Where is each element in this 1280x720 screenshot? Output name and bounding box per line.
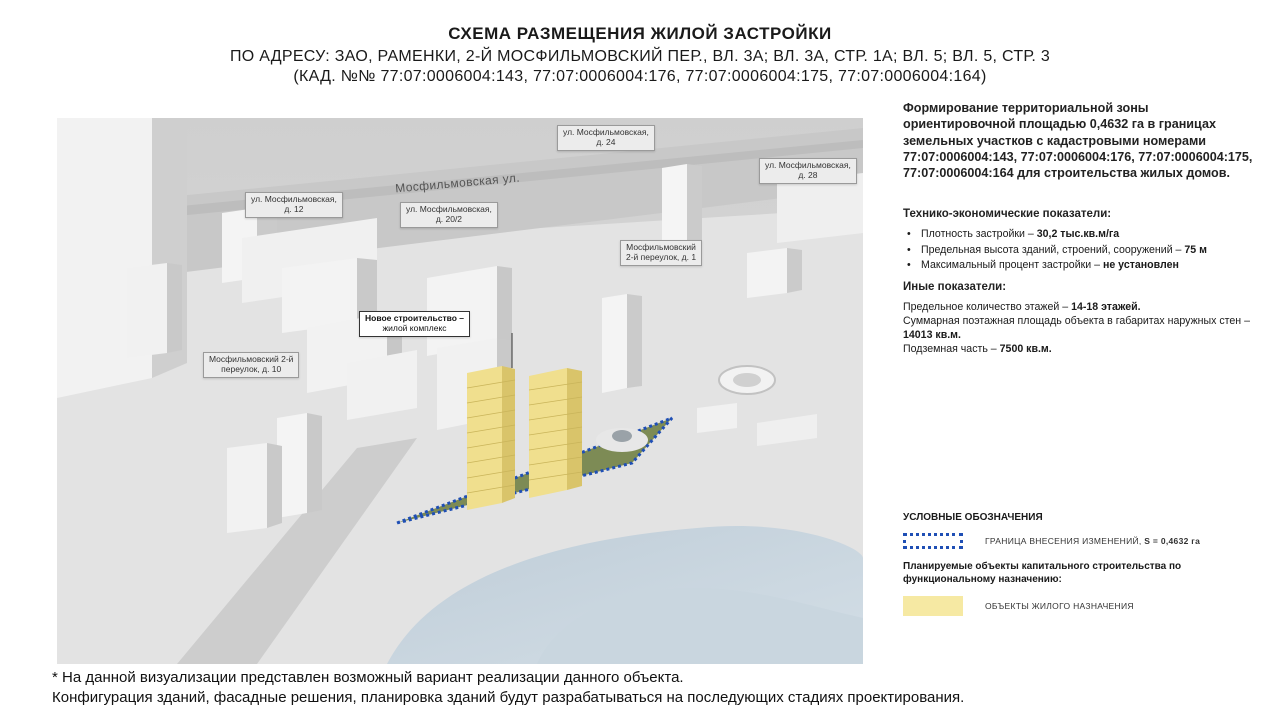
tep-title: Технико-экономические показатели: (903, 207, 1112, 220)
label-line: переулок, д. 10 (221, 363, 282, 374)
tep-text: Плотность застройки – (921, 227, 1037, 240)
other-value: 7500 кв.м. (999, 343, 1052, 355)
street-name-label: Мосфильмовская ул. (394, 170, 521, 196)
floors-line (903, 301, 1263, 315)
boundary-text: ГРАНИЦА ВНЕСЕНИЯ ИЗМЕНЕНИЙ, (985, 536, 1145, 546)
label-line: д. 24 (596, 136, 616, 147)
boundary-swatch (903, 533, 963, 549)
legend-title: УСЛОВНЫЕ ОБОЗНАЧЕНИЯ (903, 512, 1043, 523)
label-line: ул. Мосфильмовская, (406, 204, 492, 214)
tep-value: 75 м (1184, 243, 1207, 256)
planned-objects-title: Планируемые объекты капитального строительства по функциональному назначению: (903, 561, 1182, 585)
address-line: ПО АДРЕСУ: ЗАО, РАМЕНКИ, 2-Й МОСФИЛЬМОВСКИЙ ПЕР., ВЛ. 3А; ВЛ. 3А, СТР. 1А; ВЛ. 5; ВЛ. 5, СТР. 3 (229, 48, 1051, 65)
legend (903, 512, 1263, 616)
cadastral-numbers: (КАД. №№ 77:07:0006004:143, 77:07:0006004:176, 77:07:0006004:175, 77:07:0006004:164) (293, 68, 987, 85)
label-line: ул. Мосфильмовская, (563, 127, 649, 137)
map-render (57, 118, 863, 664)
label-mosfilmovskaya-28 (759, 158, 857, 184)
tep-text: Максимальный процент застройки – (921, 259, 1103, 272)
label-mosfilmovskaya-20-2 (400, 202, 498, 228)
tep-text: Предельная высота зданий, строений, сооружений – (921, 243, 1185, 256)
footnote (52, 668, 964, 708)
tep-list (903, 228, 1263, 273)
boundary-label (985, 536, 1200, 546)
other-indicators (903, 301, 1263, 357)
other-text: Суммарная поэтажная площадь объекта в габаритах наружных стен – (903, 315, 1250, 328)
label-pereulok-10 (203, 352, 299, 378)
tep-item (903, 244, 1263, 258)
label-line: д. 28 (798, 169, 818, 180)
label-line: 2-й переулок, д. 1 (626, 251, 697, 262)
header (0, 24, 1280, 86)
other-text: Подземная часть – (903, 343, 1000, 355)
label-new-construction (359, 311, 470, 337)
floor-area-line (903, 315, 1263, 343)
page-title: СХЕМА РАЗМЕЩЕНИЯ ЖИЛОЙ ЗАСТРОЙКИ (448, 24, 832, 43)
label-mosfilmovskaya-24 (557, 125, 655, 151)
label-line: Новое строительство – (365, 313, 465, 323)
label-line: жилой комплекс (382, 322, 447, 333)
tep-item (903, 259, 1263, 273)
site-visualization (57, 118, 863, 664)
footnote-line: * На данной визуализации представлен возможный вариант реализации данного объекта. (52, 669, 684, 686)
legend-residential-row (903, 596, 1263, 616)
legend-boundary-row (903, 533, 1263, 549)
label-line: Мосфильмовский (626, 242, 696, 252)
footnote-line: Конфигурация зданий, фасадные решения, планировка зданий будут разрабатываться на последующих стадиях проектирования. (52, 688, 965, 706)
boundary-area: S = 0,4632 га (1144, 536, 1201, 546)
underground-line (903, 343, 1263, 357)
label-line: д. 20/2 (435, 213, 463, 224)
other-value: 14013 кв.м. (903, 329, 961, 342)
label-line: д. 12 (284, 203, 304, 214)
tep-value: не установлен (1102, 259, 1179, 272)
other-text: Предельное количество этажей – (903, 301, 1072, 314)
residential-swatch (903, 596, 963, 616)
info-panel (903, 100, 1263, 357)
label-line: ул. Мосфильмовская, (765, 160, 851, 170)
residential-label: ОБЪЕКТЫ ЖИЛОГО НАЗНАЧЕНИЯ (985, 601, 1134, 611)
label-line: ул. Мосфильмовская, (251, 194, 337, 204)
label-line: Мосфильмовский 2-й (209, 354, 294, 364)
label-mosfilmovskaya-12 (245, 192, 343, 218)
tep-item (903, 228, 1263, 242)
label-pereulok-1 (620, 240, 702, 266)
other-value: 14-18 этажей. (1071, 301, 1141, 314)
zone-description: Формирование территориальной зоны ориентировочной площадью 0,4632 га в границах земельных участков с кадастровыми номерами 77:07:0006004:143, 77:07:0006004:176, 77:07:0006004:175, 77:07:0006004:164 для строительства жилых домов. (903, 101, 1253, 181)
other-title: Иные показатели: (903, 281, 1007, 294)
tep-value: 30,2 тыс.кв.м/га (1036, 227, 1120, 240)
